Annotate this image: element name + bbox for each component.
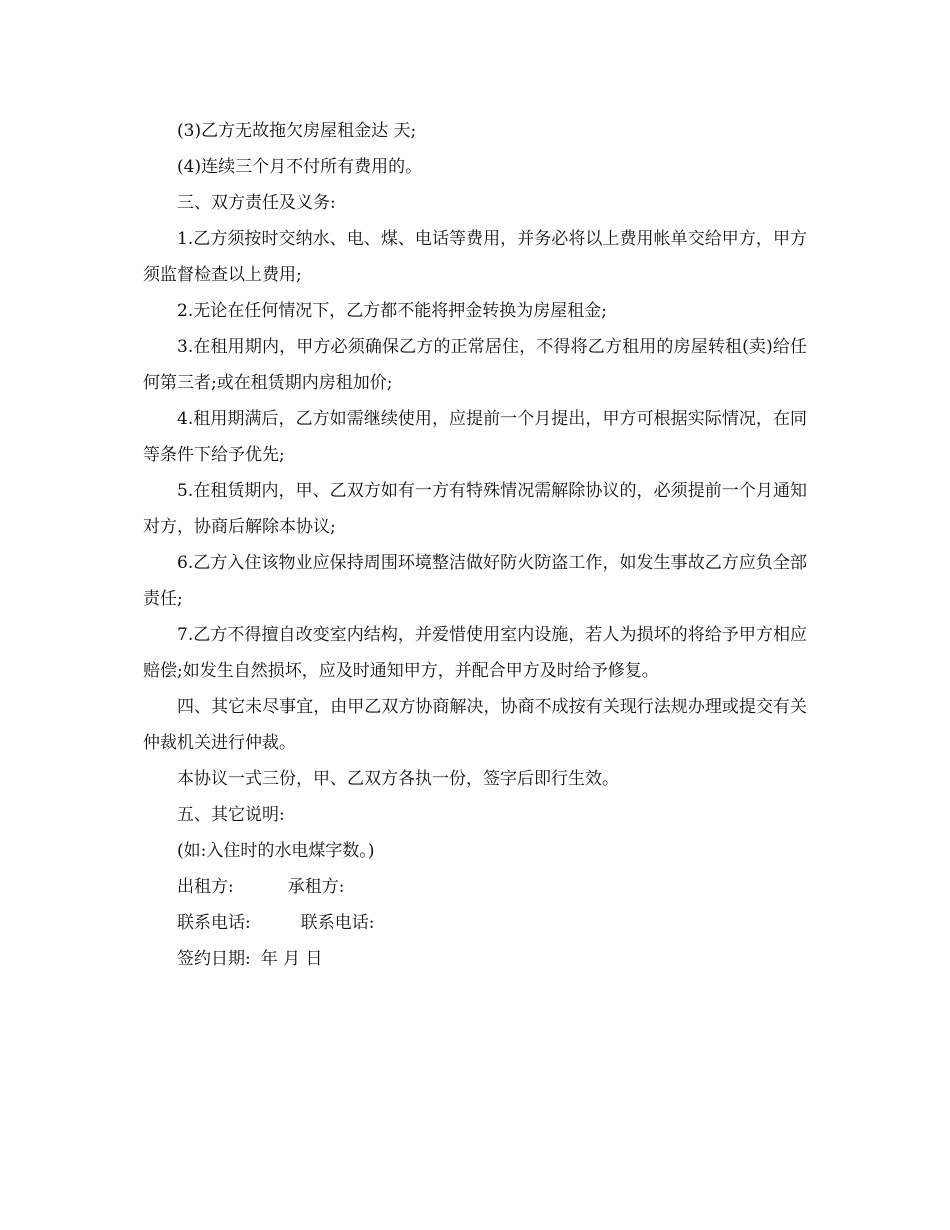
section-4-paragraph: 四、其它未尽事宜，由甲乙双方协商解决，协商不成按有关现行法规办理或提交有关仲裁机关进行仲裁。	[143, 697, 807, 753]
contract-body	[143, 113, 807, 977]
lessee-label: 承租方:	[287, 877, 345, 897]
duty-item-2: 2.无论在任何情况下，乙方都不能将押金转换为房屋租金;	[177, 301, 607, 321]
duty-item-5: 5.在租赁期内，甲、乙双方如有一方有特殊情况需解除协议的，必须提前一个月通知对方，协商后解除本协议;	[143, 481, 807, 537]
copies-statement: 本协议一式三份，甲、乙双方各执一份，签字后即行生效。	[177, 769, 619, 789]
lessor-label: 出租方:	[177, 877, 234, 897]
duty-item-4: 4.租用期满后，乙方如需继续使用，应提前一个月提出，甲方可根据实际情况，在同等条件下给予优先;	[143, 409, 807, 465]
signing-date-label: 签约日期:	[177, 949, 251, 969]
signing-date-value: 年 月 日	[260, 949, 323, 969]
section-3-heading: 三、双方责任及义务:	[177, 193, 336, 213]
date-line	[143, 941, 807, 977]
clause-4-unpaid-fees: (4)连续三个月不付所有费用的。	[177, 157, 423, 177]
phone-line	[143, 905, 807, 941]
duty-item-6: 6.乙方入住该物业应保持周围环境整洁做好防火防盗工作，如发生事故乙方应负全部责任;	[143, 553, 807, 609]
section-5-heading: 五、其它说明:	[177, 805, 285, 825]
parties-line	[143, 869, 807, 905]
duty-item-1: 1.乙方须按时交纳水、电、煤、电话等费用，并务必将以上费用帐单交给甲方，甲方须监督检查以上费用;	[143, 229, 807, 285]
duty-item-7: 7.乙方不得擅自改变室内结构，并爱惜使用室内设施，若人为损坏的将给予甲方相应赔偿;如发生自然损坏，应及时通知甲方，并配合甲方及时给予修复。	[143, 625, 807, 681]
section-5-note: (如:入住时的水电煤字数。)	[177, 841, 375, 861]
lessor-phone-label: 联系电话:	[177, 913, 251, 933]
clause-3-overdue-rent: (3)乙方无故拖欠房屋租金达 天;	[177, 121, 417, 141]
lessee-phone-label: 联系电话:	[300, 913, 375, 933]
duty-item-3: 3.在租用期内，甲方必须确保乙方的正常居住，不得将乙方租用的房屋转租(卖)给任何第三者;或在租赁期内房租加价;	[143, 337, 807, 393]
